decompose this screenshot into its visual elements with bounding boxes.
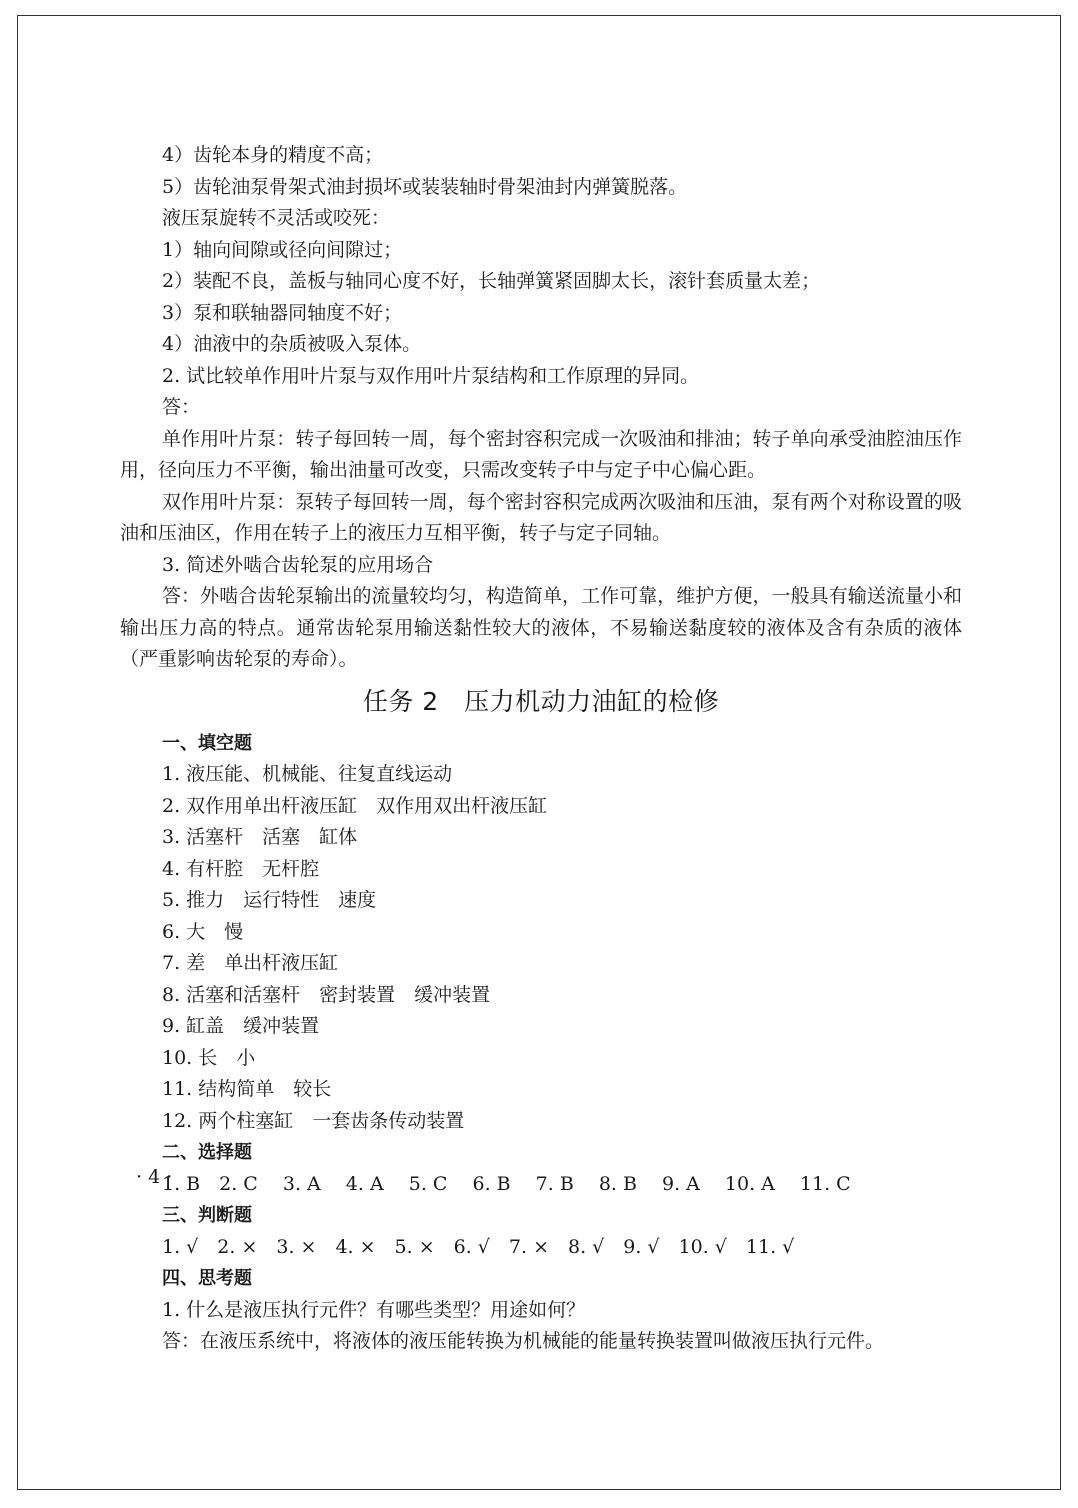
- fill-in-heading: 一、填空题: [162, 732, 252, 754]
- fill-in-item: 7. 差 单出杆液压缸: [162, 952, 339, 974]
- text-line: 4）齿轮本身的精度不高；: [162, 144, 384, 166]
- fill-in-item: 1. 液压能、机械能、往复直线运动: [162, 763, 453, 785]
- text-line: 2）装配不良，盖板与轴同心度不好，长轴弹簧紧固脚太长，滚针套质量太差；: [162, 270, 821, 292]
- fill-in-item: 6. 大 慢: [162, 920, 244, 943]
- choice-answers: 1. B 2. C 3. A 4. A 5. C 6. B 7. B 8. B 9. A 10. A 11. C: [162, 1172, 851, 1195]
- section-title: 任务 2 压力机动力油缸的检修: [362, 686, 720, 716]
- question-2: 2. 试比较单作用叶片泵与双作用叶片泵结构和工作原理的异同。: [162, 364, 700, 387]
- fill-in-item: 5. 推力 运行特性 速度: [162, 889, 377, 911]
- fill-in-item: 8. 活塞和活塞杆 密封装置 缓冲装置: [162, 983, 491, 1006]
- think-answer-1: 答：在液压系统中，将液体的液压能转换为机械能的能量转换装置叫做液压执行元件。: [162, 1330, 885, 1352]
- double-vane-pump-paragraph: 双作用叶片泵：泵转子每回转一周，每个密封容积完成两次吸油和压油，泵有两个对称设置的吸油和压油区，作用在转子上的液压力互相平衡，转子与定子同轴。: [120, 490, 962, 544]
- answer-label: 答：: [162, 396, 201, 418]
- text-line: 4）油液中的杂质被吸入泵体。: [162, 333, 422, 355]
- judge-heading: 三、判断题: [162, 1205, 252, 1226]
- text-line: 1）轴向间隙或径向间隙过；: [162, 238, 403, 261]
- think-heading: 四、思考题: [162, 1268, 252, 1289]
- fill-in-item: 11. 结构简单 较长: [162, 1078, 332, 1100]
- question-3: 3. 简述外啮合齿轮泵的应用场合: [162, 553, 434, 576]
- choice-heading: 二、选择题: [162, 1142, 252, 1163]
- judge-answers: 1. √ 2. × 3. × 4. × 5. × 6. √ 7. × 8. √ 9. √ 10. √ 11. √: [162, 1235, 795, 1258]
- text-line: 3）泵和联轴器同轴度不好；: [162, 301, 403, 324]
- single-vane-pump-paragraph: 单作用叶片泵：转子每回转一周，每个密封容积完成一次吸油和排油；转子单向承受油腔油压作用，径向压力不平衡，输出油量可改变，只需改变转子中与定子中心偏心距。: [120, 427, 962, 481]
- text-line: 5）齿轮油泵骨架式油封损坏或装装轴时骨架油封内弹簧脱落。: [162, 175, 688, 198]
- text-line: 液压泵旋转不灵活或咬死：: [162, 207, 391, 229]
- page-number: · 4 ·: [136, 1166, 173, 1188]
- fill-in-item: 9. 缸盖 缓冲装置: [162, 1015, 320, 1037]
- think-question-1: 1. 什么是液压执行元件？有哪些类型？用途如何？: [162, 1298, 586, 1321]
- fill-in-item: 12. 两个柱塞缸 一套齿条传动装置: [162, 1109, 465, 1132]
- fill-in-item: 2. 双作用单出杆液压缸 双作用双出杆液压缸: [162, 794, 548, 817]
- fill-in-item: 4. 有杆腔 无杆腔: [162, 857, 320, 880]
- page-content: [120, 140, 962, 1358]
- fill-in-item: 3. 活塞杆 活塞 缸体: [162, 826, 358, 848]
- fill-in-item: 10. 长 小: [162, 1046, 256, 1069]
- question-3-answer: 答：外啮合齿轮泵输出的流量较均匀，构造简单，工作可靠，维护方便，一般具有输送流量小和输出压力高的特点。通常齿轮泵用输送黏性较大的液体，不易输送黏度较的液体及含有杂质的液体（严重影响齿轮泵的寿命）。: [120, 585, 962, 670]
